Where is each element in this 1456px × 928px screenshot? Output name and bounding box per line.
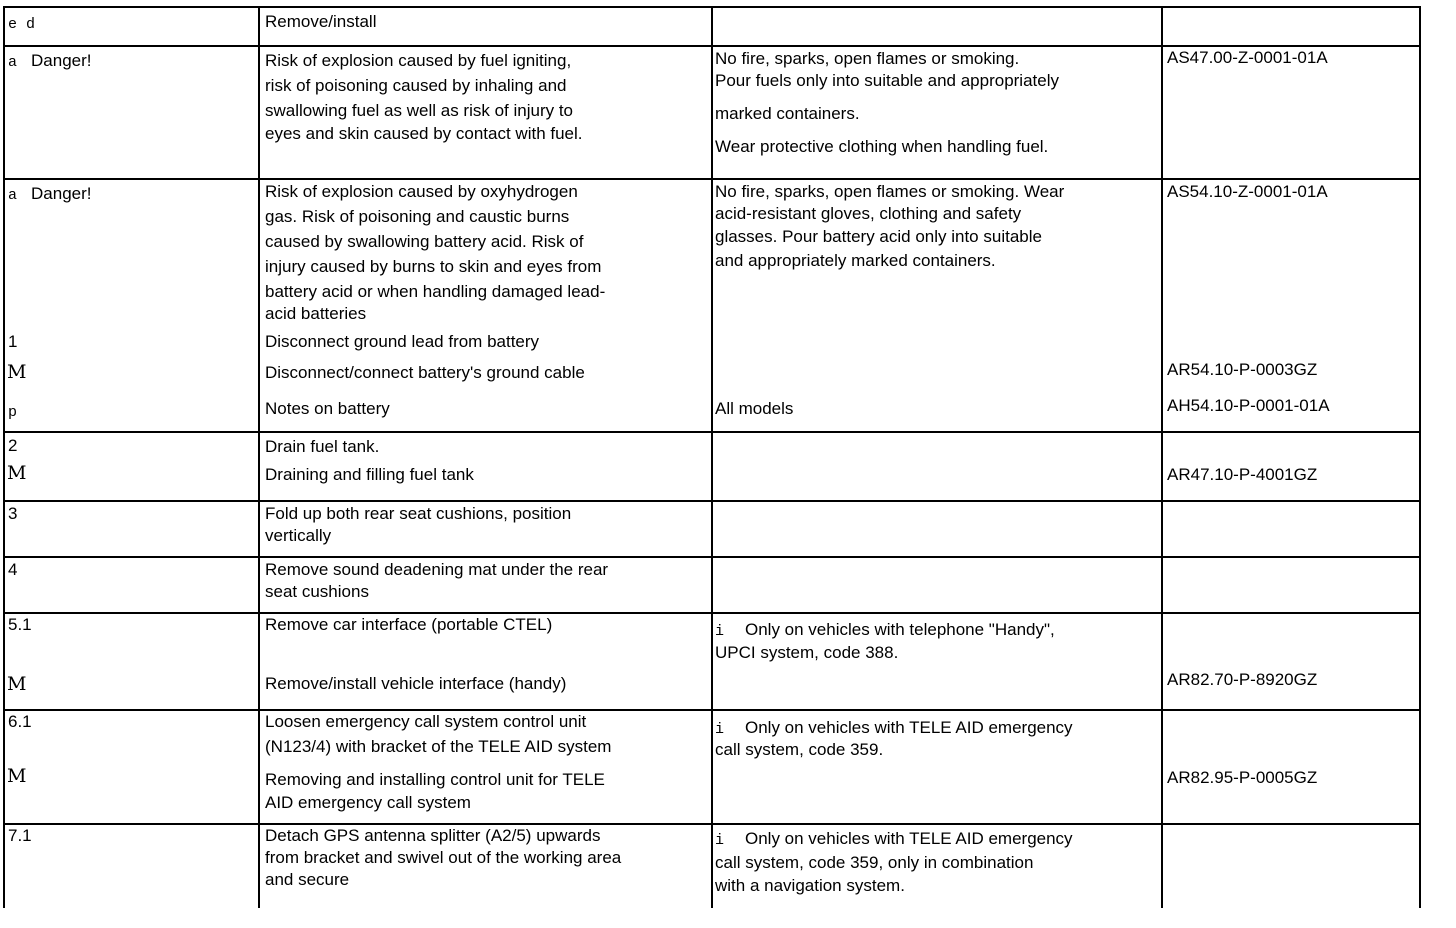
- info-note: UPCI system, code 388.: [715, 643, 899, 662]
- step-number: 4: [8, 560, 18, 579]
- step-number: 3: [8, 504, 18, 523]
- document-reference[interactable]: AS54.10-Z-0001-01A: [1167, 182, 1328, 201]
- info-note: i Only on vehicles with TELE AID emergency: [715, 717, 1073, 741]
- step-text: Remove sound deadening mat under the rear: [265, 560, 609, 579]
- header-title: Remove/install: [265, 12, 377, 31]
- step-text: Remove car interface (portable CTEL): [265, 615, 553, 634]
- measure-line: marked containers.: [715, 104, 860, 123]
- manual-icon: M: [7, 673, 27, 695]
- danger-label: a Danger!: [8, 184, 92, 204]
- risk-line: Risk of explosion caused by fuel igniting,: [265, 51, 572, 70]
- measure-line: Wear protective clothing when handling fuel.: [715, 137, 1049, 156]
- risk-line: caused by swallowing battery acid. Risk of: [265, 232, 584, 251]
- step-number: 7.1: [8, 826, 32, 845]
- column-divider: [1161, 6, 1163, 908]
- risk-line: eyes and skin caused by contact with fuel.: [265, 124, 583, 143]
- step-text: from bracket and swivel out of the working area: [265, 848, 622, 867]
- risk-line: gas. Risk of poisoning and caustic burns: [265, 207, 570, 226]
- step-text: Disconnect/connect battery's ground cable: [265, 363, 585, 382]
- warning-icon: a: [8, 54, 18, 71]
- info-note: i Only on vehicles with TELE AID emergency: [715, 828, 1073, 852]
- warning-icon: a: [8, 187, 18, 204]
- risk-line: acid batteries: [265, 304, 367, 323]
- applicability-note: All models: [715, 399, 794, 418]
- manual-icon: M: [7, 361, 27, 383]
- risk-line: battery acid or when handling damaged lead-: [265, 282, 606, 301]
- document-reference[interactable]: AR47.10-P-4001GZ: [1167, 465, 1318, 484]
- step-number: 1: [8, 332, 18, 351]
- header-code: e d: [8, 16, 36, 33]
- step-text: Notes on battery: [265, 399, 390, 418]
- info-note: call system, code 359, only in combination: [715, 853, 1034, 872]
- measure-line: Pour fuels only into suitable and appropriately: [715, 71, 1059, 90]
- step-text: Remove/install vehicle interface (handy): [265, 674, 567, 693]
- document-reference[interactable]: AR82.70-P-8920GZ: [1167, 670, 1318, 689]
- step-number: 5.1: [8, 615, 32, 634]
- step-text: Detach GPS antenna splitter (A2/5) upwards: [265, 826, 601, 845]
- document-reference[interactable]: AH54.10-P-0001-01A: [1167, 396, 1330, 415]
- risk-line: injury caused by burns to skin and eyes from: [265, 257, 602, 276]
- measure-line: No fire, sparks, open flames or smoking. Wear: [715, 182, 1065, 201]
- measure-line: No fire, sparks, open flames or smoking.: [715, 49, 1020, 68]
- info-note: with a navigation system.: [715, 876, 905, 895]
- info-icon: i: [715, 832, 725, 849]
- document-reference[interactable]: AR82.95-P-0005GZ: [1167, 768, 1318, 787]
- risk-line: swallowing fuel as well as risk of injury to: [265, 101, 574, 120]
- step-number: 2: [8, 436, 18, 455]
- manual-icon: M: [7, 765, 27, 787]
- step-text: (N123/4) with bracket of the TELE AID system: [265, 737, 612, 756]
- manual-icon: M: [7, 462, 27, 484]
- step-text: vertically: [265, 526, 332, 545]
- measure-line: and appropriately marked containers.: [715, 251, 996, 270]
- danger-label: a Danger!: [8, 51, 92, 71]
- info-icon: i: [715, 623, 725, 640]
- measure-line: acid-resistant gloves, clothing and safety: [715, 204, 1022, 223]
- step-text: Loosen emergency call system control unit: [265, 712, 587, 731]
- info-note: call system, code 359.: [715, 740, 884, 759]
- column-divider: [3, 6, 5, 908]
- risk-line: risk of poisoning caused by inhaling and: [265, 76, 567, 95]
- measure-line: glasses. Pour battery acid only into suitable: [715, 227, 1042, 246]
- step-text: Drain fuel tank.: [265, 437, 380, 456]
- step-text: seat cushions: [265, 582, 369, 601]
- info-icon: i: [715, 721, 725, 738]
- step-text: Disconnect ground lead from battery: [265, 332, 540, 351]
- step-text: Fold up both rear seat cushions, position: [265, 504, 572, 523]
- step-number: 6.1: [8, 712, 32, 731]
- notes-icon: p: [8, 404, 18, 421]
- document-reference[interactable]: AS47.00-Z-0001-01A: [1167, 48, 1328, 67]
- document-reference[interactable]: AR54.10-P-0003GZ: [1167, 360, 1318, 379]
- info-note: i Only on vehicles with telephone "Handy",: [715, 619, 1055, 643]
- step-text: and secure: [265, 870, 350, 889]
- column-divider: [1419, 6, 1421, 908]
- risk-line: Risk of explosion caused by oxyhydrogen: [265, 182, 578, 201]
- step-text: Draining and filling fuel tank: [265, 465, 474, 484]
- step-text: AID emergency call system: [265, 793, 471, 812]
- column-divider: [258, 6, 260, 908]
- column-divider: [711, 6, 713, 908]
- step-text: Removing and installing control unit for TELE: [265, 770, 605, 789]
